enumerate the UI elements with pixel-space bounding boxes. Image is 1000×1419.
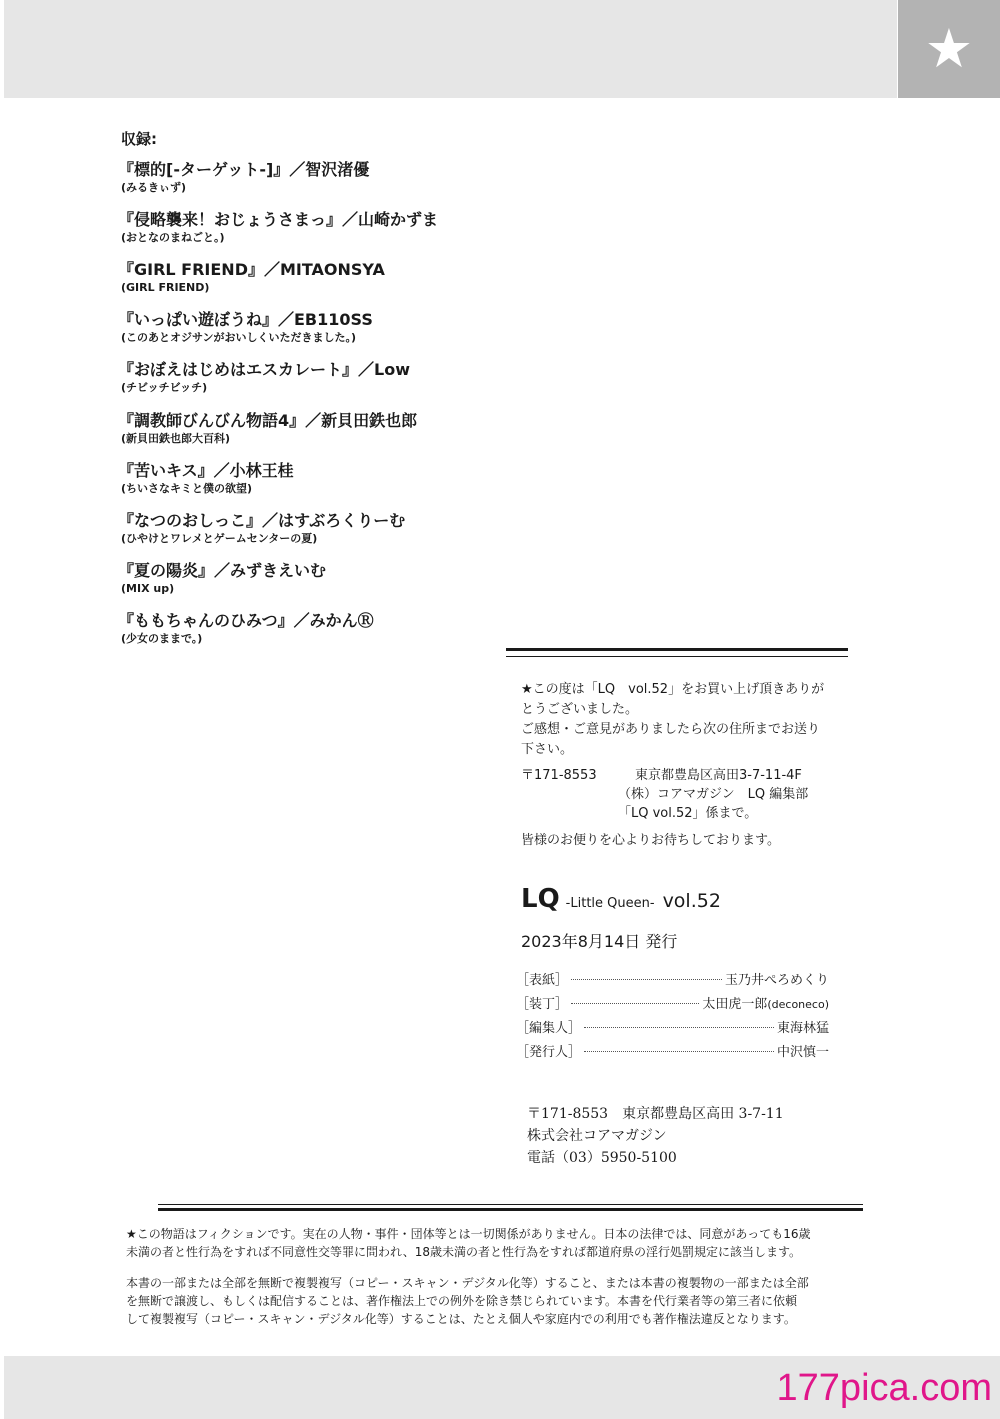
attention-line: 「LQ vol.52」係まで。: [618, 806, 758, 821]
work-entry: [118, 411, 417, 447]
volume-number: vol.52: [662, 890, 721, 912]
credit-name: 太田虎一郎: [702, 997, 768, 1012]
work-entry: [118, 360, 410, 396]
work-entry: [118, 310, 373, 346]
dotted-leader: [584, 1051, 774, 1052]
publisher-address: 〒171-8553 東京都豊島区高田 3-7-11: [527, 1106, 784, 1122]
credit-role: ［発行人］: [516, 1045, 582, 1060]
credit-role: ［装丁］: [516, 997, 569, 1012]
work-source: (MIX up): [121, 582, 175, 595]
publisher-name: 株式会社コアマガジン: [527, 1128, 667, 1144]
copyright-notice: [126, 1274, 809, 1328]
closing-text: 皆様のお便りを心よりお待ちしております。: [521, 833, 780, 848]
credit-role: ［表紙］: [516, 973, 569, 988]
divider: [506, 648, 848, 651]
work-title: 『標的[-ターゲット-]』／智沢渚優: [118, 160, 370, 179]
work-title: 『いっぱい遊ぼうね』／EB110SS: [118, 310, 373, 329]
work-entry: [118, 210, 438, 246]
work-source: (チビッチビッチ): [121, 381, 208, 394]
divider: [158, 1208, 863, 1211]
message-line: 下さい。: [521, 742, 574, 757]
work-source: (おとなのまねごと。): [121, 231, 225, 244]
credit-role: ［編集人］: [516, 1021, 582, 1036]
notice-line: 未満の者と性行為をすれば不同意性交等罪に問われ、18歳未満の者と性行為をすれば都道府県の淫行処罰規定に該当します。: [126, 1245, 802, 1259]
work-title: 『調教師びんびん物語4』／新貝田鉄也郎: [118, 411, 418, 430]
work-title: 『おぼえはじめはエスカレート』／Low: [118, 360, 410, 379]
notice-line: ★この物語はフィクションです。実在の人物・事件・団体等とは一切関係がありません。日本の法律では、同意があっても16歳: [126, 1227, 811, 1241]
divider: [158, 1204, 863, 1205]
credit-row: [516, 1017, 829, 1041]
credit-row: [516, 993, 829, 1017]
magazine-name: LQ: [521, 884, 560, 914]
notice-line: を無断で譲渡し、もしくは配信することは、著作権法上での例外を除き禁じられています。本書を代行業者等の第三者に依頼: [126, 1294, 798, 1308]
letters-message: [521, 680, 824, 760]
editorial-dept: （株）コアマガジン LQ 編集部: [618, 787, 809, 802]
street-address: 東京都豊島区高田3-7-11-4F: [635, 768, 802, 783]
work-source: (このあとオジサンがおいしくいただきました。): [121, 331, 357, 344]
dotted-leader: [571, 1003, 699, 1004]
publisher-info: [527, 1103, 784, 1169]
star-badge: [898, 0, 1000, 98]
work-title: 『GIRL FRIEND』／MITAONSYA: [118, 260, 385, 279]
work-title: 『なつのおしっこ』／はすぶろくりーむ: [118, 511, 406, 530]
work-entry: [118, 511, 405, 547]
publisher-phone: 電話（03）5950-5100: [527, 1150, 677, 1166]
credit-name: 玉乃井ぺろめくり: [724, 973, 829, 988]
postal-code: 〒171-8553: [521, 768, 597, 783]
credit-row: [516, 969, 829, 993]
credit-name: 東海林猛: [776, 1021, 829, 1036]
work-source: (新貝田鉄也郎大百科): [121, 432, 231, 445]
message-line: ★この度は「LQ vol.52」をお買い上げ頂きありが: [521, 682, 825, 697]
site-watermark: 177pica.com: [776, 1367, 992, 1409]
work-entry: [118, 160, 369, 196]
credits-list: [516, 969, 829, 1065]
work-entry: [118, 260, 385, 296]
letters-address: [521, 766, 808, 823]
dotted-leader: [571, 979, 722, 980]
fiction-notice: [126, 1225, 810, 1261]
work-source: (みるきぃず): [121, 181, 187, 194]
work-entry: [118, 461, 294, 497]
work-source: (ひやけとワレメとゲームセンターの夏): [121, 532, 318, 545]
credit-name: 中沢慎一: [776, 1045, 829, 1060]
header-band: [4, 0, 897, 98]
work-title: 『苦いキス』／小林王桂: [118, 461, 294, 480]
dotted-leader: [584, 1027, 774, 1028]
work-entry: [118, 561, 326, 597]
credit-note: (deconeco): [767, 998, 829, 1011]
work-entry: [118, 611, 374, 647]
work-source: (GIRL FRIEND): [121, 281, 210, 294]
message-line: とうございました。: [521, 702, 639, 717]
notice-line: 本書の一部または全部を無断で複製複写（コピー・スキャン・デジタル化等）すること、または本書の複製物の一部または全部: [126, 1276, 809, 1290]
star-icon: ★: [924, 17, 974, 80]
magazine-title: [521, 884, 721, 914]
work-title: 『夏の陽炎』／みずきえいむ: [118, 561, 327, 580]
magazine-subtitle: -Little Queen-: [565, 896, 655, 911]
publication-date: 2023年8月14日 発行: [521, 932, 678, 951]
contents-heading: 収録:: [121, 130, 157, 148]
message-line: ご感想・ご意見がありましたら次の住所までお送り: [521, 722, 821, 737]
work-source: (ちいさなキミと僕の欲望): [121, 482, 253, 495]
work-source: (少女のままで。): [121, 632, 203, 645]
divider: [506, 656, 848, 657]
work-title: 『侵略襲来！おじょうさまっ』／山崎かずま: [118, 210, 439, 229]
credit-row: [516, 1041, 829, 1065]
work-title: 『ももちゃんのひみつ』／みかんⓇ: [118, 611, 374, 630]
notice-line: して複製複写（コピー・スキャン・デジタル化等）することは、たとえ個人や家庭内での利用でも著作権法違反となります。: [126, 1312, 796, 1326]
